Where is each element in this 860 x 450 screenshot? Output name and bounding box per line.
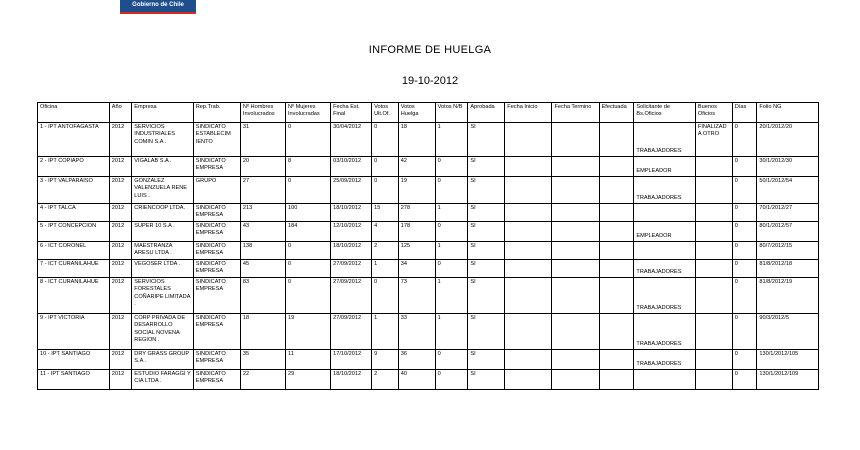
table-cell: 213 xyxy=(240,204,285,222)
table-cell: 27/09/2012 xyxy=(331,314,372,350)
table-cell xyxy=(695,278,732,314)
table-cell: SI xyxy=(468,350,505,370)
table-cell: 5 - IPT CONCEPCION xyxy=(38,222,110,242)
table-cell: 20 xyxy=(240,157,285,177)
column-header: Empresa xyxy=(132,103,193,123)
table-cell xyxy=(505,350,552,370)
table-cell: 100 xyxy=(286,204,331,222)
logo-stripe xyxy=(120,12,196,14)
table-cell xyxy=(599,260,634,278)
table-cell: 0 xyxy=(286,123,331,157)
table-cell: 1 xyxy=(435,204,468,222)
table-cell xyxy=(505,157,552,177)
table-cell: 34 xyxy=(398,260,435,278)
table-row xyxy=(38,260,819,278)
table-cell: 1 xyxy=(372,260,399,278)
table-header-row xyxy=(38,103,819,123)
table-cell xyxy=(599,314,634,350)
table-cell: TRABAJADORES xyxy=(634,123,695,157)
table-cell: 1 xyxy=(435,278,468,314)
table-cell: TRABAJADORES xyxy=(634,177,695,204)
column-header: Votos Huelga xyxy=(398,103,435,123)
table-cell: 2 - IPT COPIAPO xyxy=(38,157,110,177)
table-cell: 0 xyxy=(732,177,757,204)
table-cell xyxy=(505,370,552,390)
table-cell: SINDICATO EMPRESA xyxy=(193,314,240,350)
logo-text: Gobierno de Chile xyxy=(132,2,184,8)
table-cell xyxy=(552,177,599,204)
table-cell: 0 xyxy=(732,260,757,278)
table-cell: SI xyxy=(468,123,505,157)
table-cell: VIGALAB S.A . xyxy=(132,157,193,177)
table-cell xyxy=(505,260,552,278)
table-cell: 83 xyxy=(240,278,285,314)
column-header: Folio NG xyxy=(757,103,819,123)
table-cell: 1 xyxy=(435,242,468,260)
table-cell: SINDICATO EMPRESA xyxy=(193,242,240,260)
table-cell: 18 xyxy=(240,314,285,350)
table-cell: 2012 xyxy=(109,242,132,260)
table-cell: MAESTRANZA ARESU LTDA . xyxy=(132,242,193,260)
table-cell xyxy=(634,370,695,390)
table-cell: 3 - IPT VALPARAISO xyxy=(38,177,110,204)
table-cell: 8 - ICT CURANILAHUE xyxy=(38,278,110,314)
table-cell xyxy=(552,123,599,157)
table-cell: 0 xyxy=(732,157,757,177)
table-cell: 9 - IPT VICTORIA xyxy=(38,314,110,350)
table-cell: 03/10/2012 xyxy=(331,157,372,177)
table-cell: 4 - IPT TALCA xyxy=(38,204,110,222)
table-cell: 0 xyxy=(372,177,399,204)
table-cell xyxy=(599,278,634,314)
table-cell: SERVICIOS INDUSTRIALES COMIN S.A . xyxy=(132,123,193,157)
table-cell: 2012 xyxy=(109,222,132,242)
table-cell: SINDICATO EMPRESA xyxy=(193,350,240,370)
table-cell: 36 xyxy=(398,350,435,370)
table-cell: CRIENCOOP LTDA. xyxy=(132,204,193,222)
table-cell xyxy=(695,157,732,177)
table-cell: 0 xyxy=(435,350,468,370)
table-cell: 73 xyxy=(398,278,435,314)
table-cell: 0 xyxy=(732,370,757,390)
column-header: Votos Ult.Of. xyxy=(372,103,399,123)
table-cell: 1 xyxy=(435,314,468,350)
table-cell xyxy=(505,242,552,260)
table-cell xyxy=(552,157,599,177)
column-header: Nº Hombres Involucrados xyxy=(240,103,285,123)
table-cell: 0 xyxy=(286,242,331,260)
gobierno-logo xyxy=(120,0,196,14)
table-row xyxy=(38,204,819,222)
table-row xyxy=(38,370,819,390)
column-header: Efectuada xyxy=(599,103,634,123)
table-cell xyxy=(599,177,634,204)
table-cell: 1 - IPT ANTOFAGASTA xyxy=(38,123,110,157)
table-cell: 0 xyxy=(286,278,331,314)
table-cell: EMPLEADOR xyxy=(634,222,695,242)
table-cell: 0 xyxy=(286,177,331,204)
table-cell: VEGOSER LTDA . xyxy=(132,260,193,278)
column-header: Solicitante de Bs.Oficios xyxy=(634,103,695,123)
table-cell: SI xyxy=(468,157,505,177)
report-title: INFORME DE HUELGA xyxy=(368,44,492,56)
table-cell xyxy=(599,204,634,222)
report-date: 19-10-2012 xyxy=(401,75,459,87)
table-cell xyxy=(552,350,599,370)
table-cell: SUPER 10 S.A . xyxy=(132,222,193,242)
table-cell: 33 xyxy=(398,314,435,350)
table-cell: 18/10/2012 xyxy=(331,370,372,390)
table-cell: 30/1/2012/30 xyxy=(757,157,819,177)
table-cell: 130/1/2012/105 xyxy=(757,350,819,370)
table-cell xyxy=(552,242,599,260)
table-cell: 0 xyxy=(435,222,468,242)
table-cell xyxy=(505,314,552,350)
table-cell: 12/10/2012 xyxy=(331,222,372,242)
table-cell: 20/1/2012/20 xyxy=(757,123,819,157)
table-cell: 0 xyxy=(732,204,757,222)
table-cell: 0 xyxy=(372,278,399,314)
table-cell: SI xyxy=(468,242,505,260)
table-cell: 27/09/2012 xyxy=(331,278,372,314)
table-row xyxy=(38,177,819,204)
table-cell: 42 xyxy=(398,157,435,177)
table-cell: SI xyxy=(468,204,505,222)
table-cell: 2012 xyxy=(109,278,132,314)
table-cell xyxy=(505,278,552,314)
table-row xyxy=(38,314,819,350)
column-header: Fecha Termino xyxy=(552,103,599,123)
table-cell: 27 xyxy=(240,177,285,204)
table-cell xyxy=(599,157,634,177)
table-cell xyxy=(695,350,732,370)
column-header: Fecha Inicio xyxy=(505,103,552,123)
table-cell: 8 xyxy=(286,157,331,177)
column-header: Días xyxy=(732,103,757,123)
table-cell: 0 xyxy=(435,370,468,390)
table-cell: SI xyxy=(468,370,505,390)
table-cell: SINDICATO EMPRESA xyxy=(193,370,240,390)
table-cell: 22 xyxy=(240,370,285,390)
table-cell: 0 xyxy=(732,350,757,370)
table-cell: TRABAJADORES xyxy=(634,278,695,314)
table-cell: 138 xyxy=(240,242,285,260)
table-cell xyxy=(552,260,599,278)
table-cell: 81/8/2012/19 xyxy=(757,278,819,314)
table-cell: 80/1/2012/57 xyxy=(757,222,819,242)
table-cell: GONZALEZ VALENZUELA RENE LUIS . xyxy=(132,177,193,204)
table-cell: 1 xyxy=(372,314,399,350)
table-cell xyxy=(552,370,599,390)
table-cell: 29 xyxy=(286,370,331,390)
table-cell: TRABAJADORES xyxy=(634,350,695,370)
column-header: Año xyxy=(109,103,132,123)
table-cell xyxy=(695,177,732,204)
table-cell xyxy=(505,177,552,204)
table-cell xyxy=(634,242,695,260)
table-cell xyxy=(552,204,599,222)
table-cell: 0 xyxy=(732,314,757,350)
table-cell xyxy=(599,242,634,260)
table-cell: 19 xyxy=(398,177,435,204)
table-cell: SERVICIOS FORESTALES COÑARIPE LIMITADA . xyxy=(132,278,193,314)
table-cell: ESTUDIO FARAGGI Y CIA LTDA . xyxy=(132,370,193,390)
table-cell: 35 xyxy=(240,350,285,370)
column-header: Aprobada xyxy=(468,103,505,123)
table-cell: DRY GRASS GROUP S.A . xyxy=(132,350,193,370)
table-cell: 17/10/2012 xyxy=(331,350,372,370)
table-cell: 2012 xyxy=(109,177,132,204)
table-cell: SINDICATO EMPRESA xyxy=(193,222,240,242)
table-cell xyxy=(552,222,599,242)
table-row xyxy=(38,242,819,260)
table-cell: 0 xyxy=(435,260,468,278)
table-cell: 11 xyxy=(286,350,331,370)
table-row xyxy=(38,123,819,157)
table-cell: 18 xyxy=(398,123,435,157)
strike-report-table xyxy=(37,102,819,390)
table-cell xyxy=(599,350,634,370)
column-header: Fecha Est. Final xyxy=(331,103,372,123)
table-cell: SI xyxy=(468,314,505,350)
table-cell xyxy=(695,314,732,350)
table-cell xyxy=(505,222,552,242)
table-cell: 0 xyxy=(732,242,757,260)
table-cell xyxy=(505,204,552,222)
table-cell: EMPLEADOR xyxy=(634,157,695,177)
table-cell: 31 xyxy=(240,123,285,157)
table-cell: 10 - IPT SANTIAGO xyxy=(38,350,110,370)
column-header: Oficina xyxy=(38,103,110,123)
table-cell: SI xyxy=(468,260,505,278)
table-cell: SINDICATO ESTABLECIM IENTO xyxy=(193,123,240,157)
column-header: Rep.Trab. xyxy=(193,103,240,123)
table-cell: 1 xyxy=(435,123,468,157)
table-row xyxy=(38,350,819,370)
table-cell: 2012 xyxy=(109,260,132,278)
table-cell: 0 xyxy=(435,157,468,177)
table-cell: 2012 xyxy=(109,350,132,370)
table-cell: 2012 xyxy=(109,314,132,350)
table-cell: 0 xyxy=(372,157,399,177)
table-cell: 18/10/2012 xyxy=(331,242,372,260)
table-cell xyxy=(552,314,599,350)
table-cell: SINDICATO EMPRESA xyxy=(193,260,240,278)
table-cell xyxy=(695,260,732,278)
table-cell xyxy=(695,222,732,242)
table-row xyxy=(38,278,819,314)
table-cell: 2012 xyxy=(109,370,132,390)
table-cell: GRUPO xyxy=(193,177,240,204)
table-cell: 40 xyxy=(398,370,435,390)
table-cell xyxy=(505,123,552,157)
table-cell: SINDICATO EMPRESA xyxy=(193,204,240,222)
table-cell: 2012 xyxy=(109,123,132,157)
table-cell: 184 xyxy=(286,222,331,242)
table-cell: 80/7/2012/15 xyxy=(757,242,819,260)
table-cell: SI xyxy=(468,177,505,204)
table-cell: 2012 xyxy=(109,204,132,222)
table-cell: 9 xyxy=(372,350,399,370)
table-cell: 6 - ICT CORONEL xyxy=(38,242,110,260)
table-cell: 0 xyxy=(435,177,468,204)
table-cell: 278 xyxy=(398,204,435,222)
table-cell: FINALIZAD A OTRO xyxy=(695,123,732,157)
table-cell: 30/04/2012 xyxy=(331,123,372,157)
table-cell xyxy=(695,204,732,222)
table-cell: 45 xyxy=(240,260,285,278)
table-cell: SINDICATO EMPRESA xyxy=(193,278,240,314)
column-header: Buenos Oficios xyxy=(695,103,732,123)
table-cell: 2012 xyxy=(109,157,132,177)
table-cell: 70/1/2012/27 xyxy=(757,204,819,222)
column-header: Nº Mujeres Involucradas xyxy=(286,103,331,123)
table-cell xyxy=(552,278,599,314)
table-row xyxy=(38,157,819,177)
table-cell: 19 xyxy=(286,314,331,350)
table-cell: 25/09/2012 xyxy=(331,177,372,204)
table-cell xyxy=(599,222,634,242)
table-cell xyxy=(695,242,732,260)
table-row xyxy=(38,222,819,242)
table-cell: 27/09/2012 xyxy=(331,260,372,278)
table-cell: 11 - IPT SANTIAGO xyxy=(38,370,110,390)
table-cell xyxy=(599,370,634,390)
table-cell: 15 xyxy=(372,204,399,222)
table-cell: 18/10/2012 xyxy=(331,204,372,222)
table-cell: 2 xyxy=(372,370,399,390)
table-cell xyxy=(599,123,634,157)
table-cell: 0 xyxy=(732,222,757,242)
table-cell: SINDICATO EMPRESA xyxy=(193,157,240,177)
table-cell: 81/8/2012/18 xyxy=(757,260,819,278)
table-cell: SI xyxy=(468,222,505,242)
table-cell: TRABAJADORES xyxy=(634,314,695,350)
table-cell: 0 xyxy=(372,123,399,157)
table-cell: 0 xyxy=(286,260,331,278)
table-cell: 50/1/2012/54 xyxy=(757,177,819,204)
table-cell: 90/3/2012/5 xyxy=(757,314,819,350)
table-cell: 43 xyxy=(240,222,285,242)
table-cell xyxy=(695,370,732,390)
table-cell: 0 xyxy=(732,278,757,314)
table-cell: 7 - ICT CURANILAHUE xyxy=(38,260,110,278)
table-cell: SI xyxy=(468,278,505,314)
table-cell: CORP PRIVADA DE DESARROLLO SOCIAL NOVENA REGION . xyxy=(132,314,193,350)
column-header: Votos N/B xyxy=(435,103,468,123)
table-cell: 130/1/2012/109 xyxy=(757,370,819,390)
table-cell: 178 xyxy=(398,222,435,242)
table-cell: 125 xyxy=(398,242,435,260)
table-cell xyxy=(634,204,695,222)
table-cell: TRABAJADORES xyxy=(634,260,695,278)
table-cell: 2 xyxy=(372,242,399,260)
table-cell: 4 xyxy=(372,222,399,242)
table-cell: 0 xyxy=(732,123,757,157)
